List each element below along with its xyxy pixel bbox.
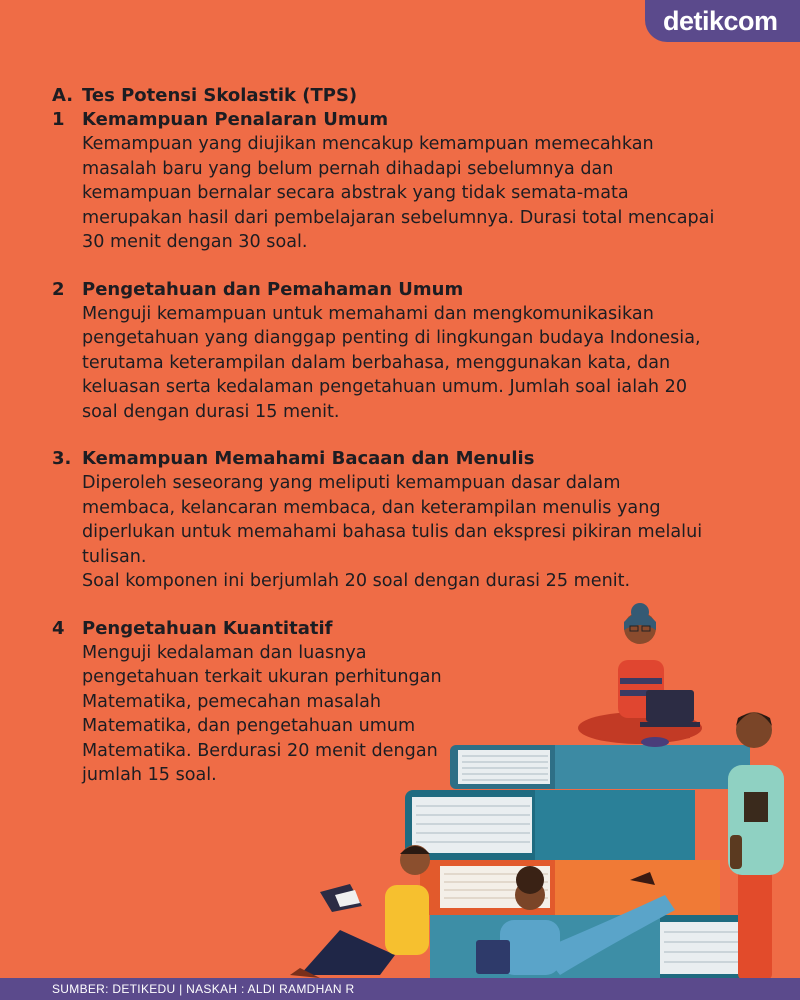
item-title: Kemampuan Memahami Bacaan dan Menulis [82,448,535,469]
body-line: Matematika, dan pengetahuan umum [82,716,416,736]
item-title: Pengetahuan Kuantitatif [82,617,333,639]
body-line: kemampuan bernalar secara abstrak yang tidak semata-mata [82,183,629,203]
item-body [82,641,472,788]
body-line: membaca, kelancaran membaca, dan keterampilan menulis yang [82,497,661,518]
detikcom-logo: detikcom [645,0,800,42]
body-line: Kemampuan yang diujikan mencakup kemampuan memecahkan [82,134,654,154]
body-line: keluasan serta kedalaman pengetahuan umum. Jumlah soal ialah 20 [82,377,688,397]
body-line: pengetahuan terkait ukuran perhitungan [82,667,442,687]
body-line: tulisan. [82,546,147,567]
section-title: Tes Potensi Skolastik (TPS) [82,85,358,106]
body-line: Matematika, pemecahan masalah [82,691,382,712]
body-line: soal dengan durasi 15 menit. [82,401,340,422]
body-line: merupakan hasil dari pembelajaran sebelumnya. Durasi total mencapai [82,207,715,228]
article-content [52,84,762,811]
body-line: Diperoleh seseorang yang meliputi kemampuan dasar dalam [82,473,621,493]
item-title: Kemampuan Penalaran Umum [82,109,389,130]
item-title: Pengetahuan dan Pemahaman Umum [82,278,464,300]
item-number: 1 [52,109,65,130]
section-heading [52,84,762,108]
list-item-1 [52,108,762,255]
body-line: pengetahuan yang dianggap penting di lingkungan budaya Indonesia, [82,328,701,348]
list-item-3 [52,447,762,594]
body-line: diperlukan untuk memahami bahasa tulis dan ekspresi pikiran melalui [82,522,703,542]
body-line: Matematika. Berdurasi 20 menit dengan [82,740,438,761]
item-number: 4 [52,617,65,639]
body-line: 30 menit dengan 30 soal. [82,232,308,252]
body-line: Menguji kedalaman dan luasnya [82,642,367,663]
item-number: 3. [52,448,72,469]
list-item-2 [52,278,762,425]
list-item-4 [52,617,762,788]
item-body [82,132,762,255]
item-body [82,471,762,594]
boy-reading-icon [290,845,430,978]
item-number: 2 [52,278,65,300]
section-marker: A. [52,85,74,106]
body-line: jumlah 15 soal. [82,765,217,785]
body-line: masalah baru yang belum pernah dihadapi sebelumnya dan [82,158,614,179]
body-line: terutama keterampilan dalam berbahasa, menggunakan kata, dan [82,352,671,373]
source-footer: SUMBER: DETIKEDU | NASKAH : ALDI RAMDHAN R [0,978,800,1000]
body-line: Menguji kemampuan untuk memahami dan mengkomunikasikan [82,303,654,324]
item-body [82,302,762,425]
body-line: Soal komponen ini berjumlah 20 soal dengan durasi 25 menit. [82,571,631,591]
